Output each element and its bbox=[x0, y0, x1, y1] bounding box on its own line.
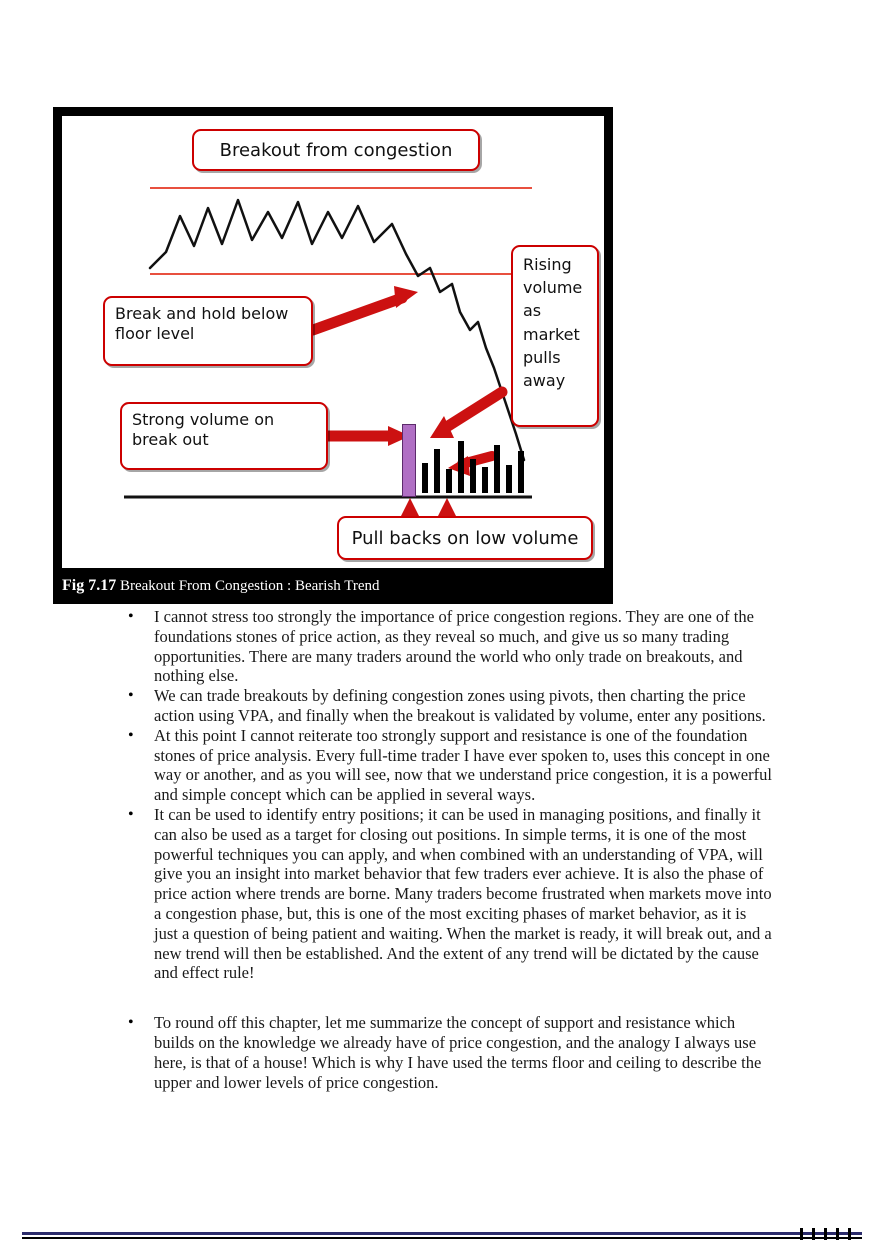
list-item bbox=[128, 686, 773, 726]
volume-bar bbox=[506, 465, 512, 493]
page-left-margin bbox=[0, 0, 22, 1247]
list-item bbox=[128, 726, 773, 805]
paragraph-spacer bbox=[128, 983, 773, 1013]
callout-text: Strong volume on break out bbox=[132, 410, 275, 450]
arrow-strong-volume bbox=[328, 426, 410, 446]
figure-caption-text: Breakout From Congestion : Bearish Trend bbox=[119, 578, 380, 594]
figure-caption bbox=[53, 568, 613, 604]
bullet-marker: • bbox=[128, 1014, 134, 1032]
volume-bar bbox=[470, 459, 476, 493]
callout-text: Rising volume as market pulls away bbox=[523, 255, 583, 390]
list-item-text: It can be used to identify entry positions; it can be used in managing positions, and finally it can also be used as a target for closing out positions. In simple terms, it is one of the most powerful techniques you can apply, and when combined with an understanding of VPA, will give you an insight into market behavior that few traders ever achieve. It is also the phase of price action where trends are borne. Many traders become frustrated when markets move into a congestion phase, but, this is one of the most exciting phases of market behavior, as it is just a question of being patient and waiting. When the market is ready, it will break out, and a new trend will then be established. And the extent of any trend will be dictated by the cause and effect rule! bbox=[154, 804, 772, 983]
page-bottom-tick bbox=[800, 1228, 803, 1240]
figure-canvas bbox=[62, 116, 604, 568]
page-bottom-rule-secondary bbox=[22, 1237, 862, 1239]
callout-break-and-hold bbox=[103, 296, 313, 366]
callout-breakout-from-congestion bbox=[192, 129, 480, 171]
callout-pull-backs bbox=[337, 516, 593, 560]
bullet-marker: • bbox=[128, 726, 134, 744]
bullet-marker: • bbox=[128, 687, 134, 705]
list-item bbox=[128, 1013, 773, 1092]
list-item bbox=[128, 607, 773, 686]
volume-bar-breakout bbox=[402, 424, 416, 497]
figure-caption-label: Fig 7.17 bbox=[62, 577, 117, 594]
arrow-break-and-hold bbox=[313, 286, 418, 330]
volume-bar bbox=[518, 451, 524, 493]
volume-bar bbox=[482, 467, 488, 493]
list-item-text: I cannot stress too strongly the importance of price congestion regions. They are one of the foundations stones of price action, as they reveal so much, and give us so many trading opportunities. There are many traders around the world who only trade on breakouts, and nothing else. bbox=[154, 607, 754, 686]
page-bottom-tick bbox=[824, 1228, 827, 1240]
list-item-text: We can trade breakouts by defining congestion zones using pivots, then charting the price action using VPA, and finally when the breakout is validated by volume, enter any positions. bbox=[154, 686, 766, 725]
volume-bar bbox=[446, 469, 452, 493]
body-bullet-list bbox=[128, 607, 773, 1092]
bullet-marker: • bbox=[128, 805, 134, 823]
page-bottom-tick bbox=[848, 1228, 851, 1240]
list-item-text: At this point I cannot reiterate too strongly support and resistance is one of the foundation stones of price analysis. Every full-time trader I have ever spoken to, uses this concept in one way or another, and as you will see, now that we understand price congestion, it is a powerful and simple concept which can be applied in several ways. bbox=[154, 725, 772, 805]
figure-container bbox=[53, 107, 613, 604]
volume-bar bbox=[422, 463, 428, 493]
callout-text: Pull backs on low volume bbox=[351, 528, 579, 549]
volume-bar bbox=[434, 449, 440, 493]
list-item-text: To round off this chapter, let me summarize the concept of support and resistance which builds on the knowledge we already have of price congestion, and the analogy I always use here, is that of a house! Which is why I have used the terms floor and ceiling to describe the upper and lower levels of price congestion. bbox=[154, 1013, 762, 1092]
list-item bbox=[128, 805, 773, 983]
volume-bar bbox=[494, 445, 500, 493]
page-bottom-rule bbox=[22, 1232, 862, 1235]
page-right-margin bbox=[862, 0, 880, 1247]
callout-text: Breakout from congestion bbox=[219, 140, 453, 161]
bullet-marker: • bbox=[128, 608, 134, 625]
callout-strong-volume bbox=[120, 402, 328, 470]
callout-rising-volume bbox=[511, 245, 599, 427]
page-bottom-tick bbox=[812, 1228, 815, 1240]
page-bottom-tick bbox=[836, 1228, 839, 1240]
volume-bar bbox=[458, 441, 464, 493]
callout-text: Break and hold below floor level bbox=[115, 304, 289, 344]
arrow-rising-volume bbox=[430, 392, 502, 438]
